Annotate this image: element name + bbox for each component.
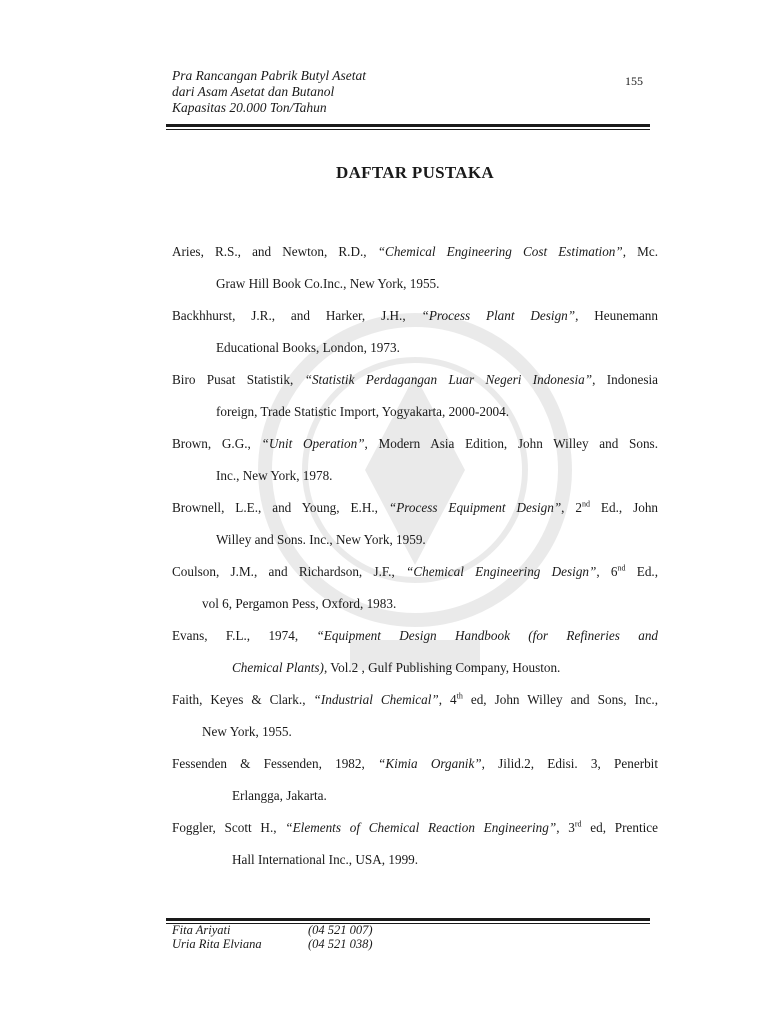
reference-title: “Chemical Engineering Design” (406, 564, 597, 579)
reference-text: Brownell, L.E., and Young, E.H., (172, 500, 389, 515)
reference-text: Ed., (625, 564, 659, 579)
reference-title: “Industrial Chemical” (313, 692, 439, 707)
reference-line: Willey and Sons. Inc., New York, 1959. (216, 532, 426, 547)
page-number: 155 (625, 74, 643, 88)
ordinal-suffix: rd (574, 819, 582, 829)
reference-text: , Indonesia (592, 372, 658, 387)
reference-text: Faith, Keyes & Clark., (172, 692, 314, 707)
reference-entry (172, 819, 658, 883)
reference-text: Biro Pusat Statistik, (172, 372, 305, 387)
reference-list (172, 243, 658, 883)
reference-text: , 3 (556, 820, 575, 835)
reference-line: Graw Hill Book Co.Inc., New York, 1955. (216, 276, 440, 291)
reference-title: “Kimia Organik” (378, 756, 482, 771)
reference-entry (172, 627, 658, 691)
reference-text: Brown, G.G., (172, 436, 262, 451)
reference-line (172, 563, 658, 595)
reference-text: , 2 (561, 500, 582, 515)
reference-line (172, 243, 658, 275)
header-line-3: Kapasitas 20.000 Ton/Tahun (172, 100, 327, 115)
header-rule-thin (166, 129, 650, 130)
ordinal-suffix: nd (582, 499, 590, 509)
reference-text: , Mc. (622, 244, 658, 259)
reference-text: , Vol.2 , Gulf Publishing Company, Houston. (323, 660, 561, 675)
reference-line: Educational Books, London, 1973. (216, 340, 400, 355)
reference-line: Inc., New York, 1978. (216, 468, 333, 483)
reference-line (172, 755, 658, 787)
reference-title: “Equipment Design Handbook (for Refineries and (316, 628, 659, 643)
reference-line (172, 819, 658, 851)
reference-text: ed, Prentice (581, 820, 658, 835)
author-id: (04 521 007) (308, 923, 373, 937)
author-row (172, 937, 373, 951)
header-line-1: Pra Rancangan Pabrik Butyl Asetat (172, 68, 366, 83)
reference-text: , Jilid.2, Edisi. 3, Penerbit (481, 756, 659, 771)
reference-text: Backhhurst, J.R., and Harker, J.H., (172, 308, 422, 323)
reference-text: Aries, R.S., and Newton, R.D., (172, 244, 378, 259)
reference-title: “Statistik Perdagangan Luar Negeri Indonesia” (304, 372, 593, 387)
reference-text: ed, John Willey and Sons, Inc., (462, 692, 659, 707)
reference-line: foreign, Trade Statistic Import, Yogyakarta, 2000-2004. (216, 404, 510, 419)
reference-entry (172, 307, 658, 371)
reference-text: , Heunemann (575, 308, 658, 323)
reference-entry (172, 563, 658, 627)
ordinal-suffix: th (456, 691, 463, 701)
reference-text: , 6 (596, 564, 618, 579)
author-row (172, 923, 373, 937)
reference-line: New York, 1955. (202, 724, 292, 739)
reference-entry (172, 755, 658, 819)
reference-text: , Modern Asia Edition, John Willey and Sons. (364, 436, 658, 451)
reference-title: “Unit Operation” (261, 436, 365, 451)
reference-text: Foggler, Scott H., (172, 820, 286, 835)
reference-text: Fessenden & Fessenden, 1982, (172, 756, 379, 771)
reference-entry (172, 243, 658, 307)
reference-line (172, 371, 658, 403)
reference-line (172, 691, 658, 723)
reference-entry (172, 691, 658, 755)
reference-line: vol 6, Pergamon Pess, Oxford, 1983. (202, 596, 397, 611)
reference-line: Erlangga, Jakarta. (232, 788, 327, 803)
running-footer (172, 923, 373, 951)
reference-line: Hall International Inc., USA, 1999. (232, 852, 419, 867)
reference-text: Coulson, J.M., and Richardson, J.F., (172, 564, 407, 579)
reference-text: Evans, F.L., 1974, (172, 628, 317, 643)
reference-line (172, 499, 658, 531)
reference-line (172, 435, 658, 467)
reference-title: “Process Plant Design” (421, 308, 576, 323)
author-name: Fita Ariyati (172, 923, 231, 937)
reference-title: “Process Equipment Design” (388, 500, 562, 515)
reference-title: “Chemical Engineering Cost Estimation” (377, 244, 623, 259)
reference-line (172, 659, 658, 691)
author-name: Uria Rita Elviana (172, 937, 262, 951)
reference-title: Chemical Plants) (232, 660, 324, 675)
reference-entry (172, 371, 658, 435)
reference-line (172, 307, 658, 339)
header-line-2: dari Asam Asetat dan Butanol (172, 84, 335, 99)
header-rule-thick (166, 124, 650, 127)
reference-entry (172, 435, 658, 499)
reference-title: “Elements of Chemical Reaction Engineering” (285, 820, 557, 835)
running-header (172, 68, 650, 116)
author-id: (04 521 038) (308, 937, 373, 951)
page-title: DAFTAR PUSTAKA (336, 163, 494, 182)
ordinal-suffix: nd (617, 563, 626, 573)
footer-rule-thick (166, 918, 650, 921)
reference-text: , 4 (438, 692, 457, 707)
reference-text: Ed., John (590, 500, 659, 515)
reference-entry (172, 499, 658, 563)
reference-line (172, 627, 658, 659)
